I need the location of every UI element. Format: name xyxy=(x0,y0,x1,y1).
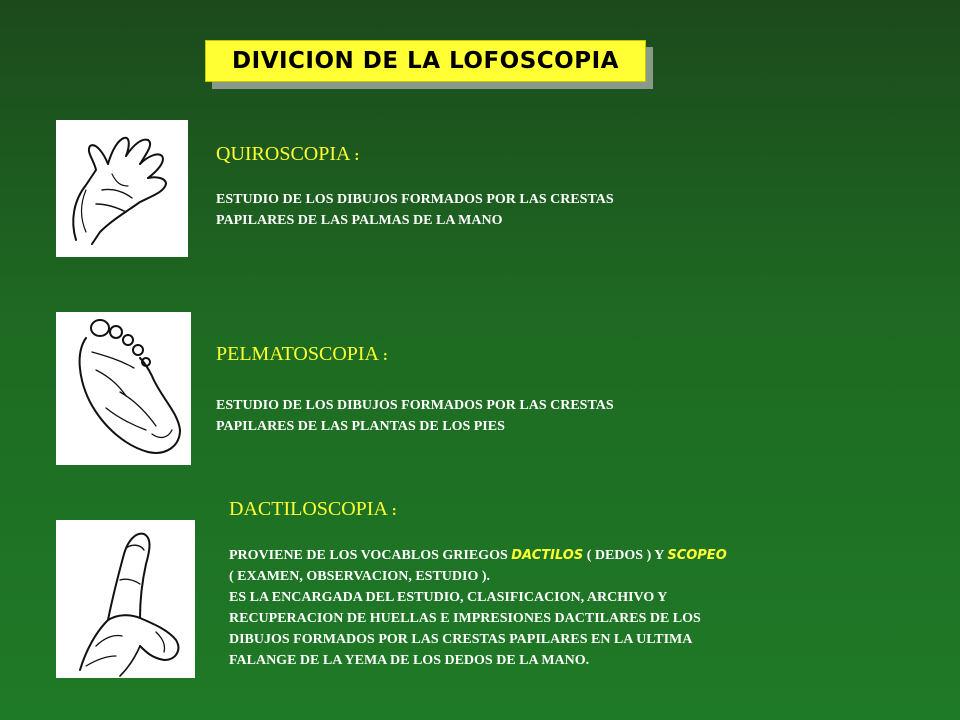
heading-text: QUIROSCOPIA xyxy=(216,143,350,165)
description-line: ( EXAMEN, OBSERVACION, ESTUDIO ). xyxy=(229,569,491,584)
hand-palm-icon xyxy=(56,120,188,257)
heading-text: PELMATOSCOPIA xyxy=(216,343,378,365)
section-description-dactiloscopia xyxy=(229,545,727,671)
section-heading-quiroscopia xyxy=(216,143,359,166)
highlight-scopeo: SCOPEO xyxy=(667,548,727,563)
section-description-pelmatoscopia xyxy=(216,395,614,437)
heading-colon: : xyxy=(382,348,388,364)
description-line xyxy=(229,545,727,566)
description-line: ESTUDIO DE LOS DIBUJOS FORMADOS POR LAS CRESTAS xyxy=(216,398,614,413)
foot-sole-icon xyxy=(56,312,191,465)
description-line: FALANGE DE LA YEMA DE LOS DEDOS DE LA MANO. xyxy=(229,653,590,668)
heading-text: DACTILOSCOPIA xyxy=(229,498,387,520)
text-fragment: ( DEDOS ) Y xyxy=(583,548,668,563)
section-heading-dactiloscopia xyxy=(229,498,397,521)
description-line: ES LA ENCARGADA DEL ESTUDIO, CLASIFICACION, ARCHIVO Y xyxy=(229,590,668,605)
section-heading-pelmatoscopia xyxy=(216,343,388,366)
description-line: PAPILARES DE LAS PLANTAS DE LOS PIES xyxy=(216,419,505,434)
text-fragment: PROVIENE DE LOS VOCABLOS GRIEGOS xyxy=(229,548,512,563)
section-description-quiroscopia xyxy=(216,189,614,231)
description-line: PAPILARES DE LAS PALMAS DE LA MANO xyxy=(216,213,503,228)
finger-icon xyxy=(56,520,195,678)
heading-colon: : xyxy=(391,503,397,519)
highlight-dactilos: DACTILOS xyxy=(511,548,584,563)
description-line: ESTUDIO DE LOS DIBUJOS FORMADOS POR LAS CRESTAS xyxy=(216,192,614,207)
description-line: DIBUJOS FORMADOS POR LAS CRESTAS PAPILARES EN LA ULTIMA xyxy=(229,632,693,647)
description-line: RECUPERACION DE HUELLAS E IMPRESIONES DACTILARES DE LOS xyxy=(229,611,701,626)
page-title: DIVICION DE LA LOFOSCOPIA xyxy=(205,40,646,82)
heading-colon: : xyxy=(354,148,360,164)
